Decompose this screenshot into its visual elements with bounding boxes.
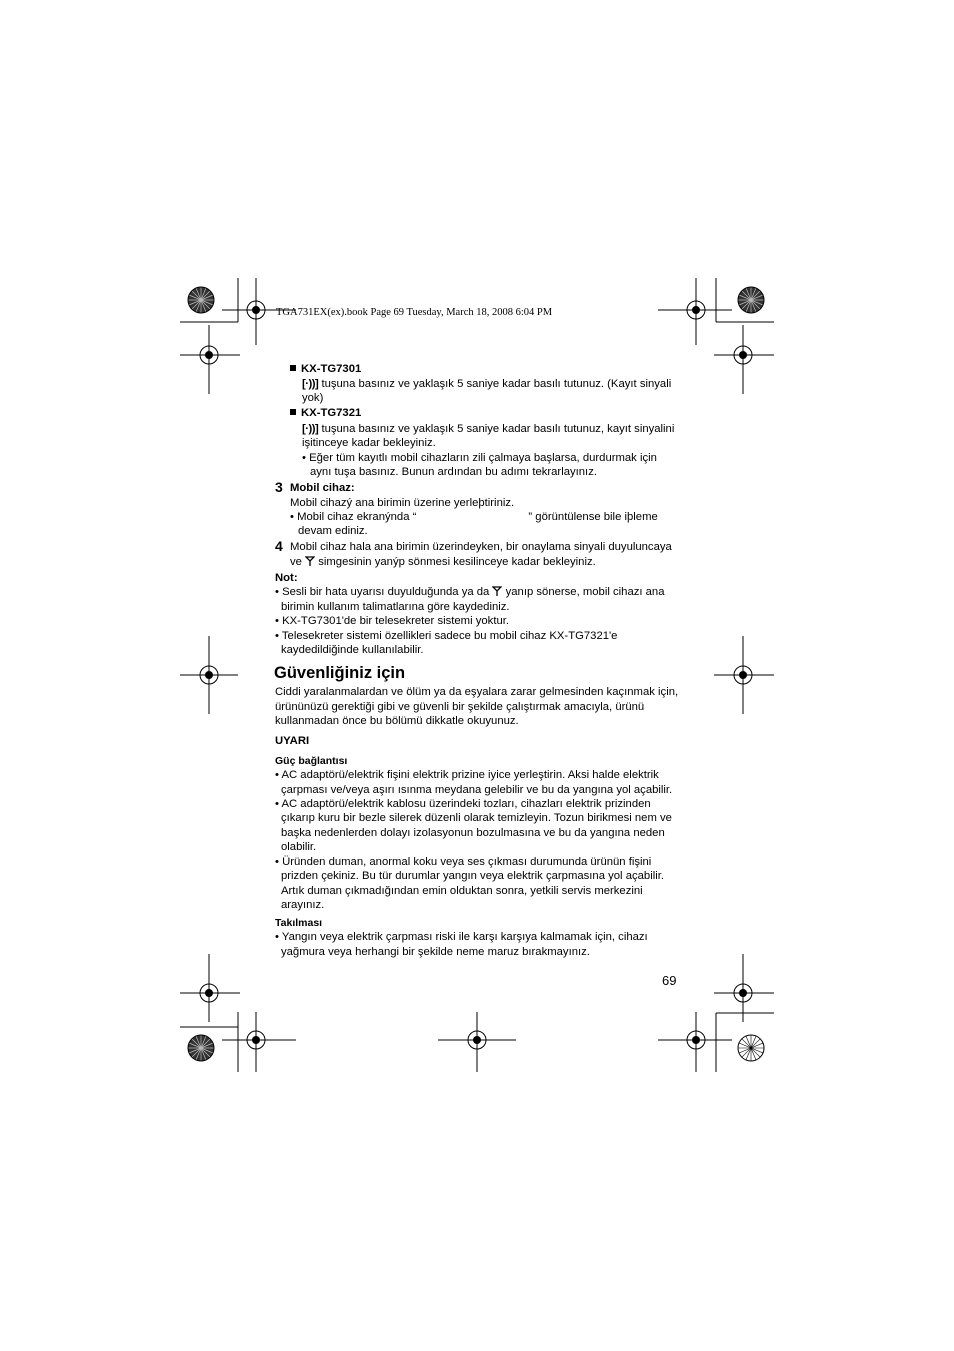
antenna-icon <box>305 556 315 566</box>
kx-tg7321-line1: [·))] tuşuna basınız ve yaklaşık 5 saniye kadar basılı tutunuz, kayıt sinyalini <box>302 423 675 435</box>
note-bullet-1: • Sesli bir hata uyarısı duyulduğunda ya da yanıp sönerse, mobil cihazı ana <box>275 586 665 598</box>
kx-tg7321-bullet-cont: aynı tuşa basınız. Bunun ardından bu adımı tekrarlayınız. <box>310 466 597 478</box>
kx-tg7301-heading: KX-TG7301 <box>290 362 361 377</box>
kx-tg7321-line2: işitinceye kadar bekleyiniz. <box>302 437 436 449</box>
starburst-target-icon <box>188 1035 214 1061</box>
note-bullet-2: • KX-TG7301'de bir telesekreter sistemi yoktur. <box>275 615 510 627</box>
step-4-number: 4 <box>275 538 283 554</box>
install-bullet-1-cont: yağmura veya herhangi bir şekilde neme maruz bırakmayınız. <box>281 946 590 958</box>
file-header: TGA731EX(ex).book Page 69 Tuesday, March 18, 2008 6:04 PM <box>276 307 553 318</box>
square-bullet-icon <box>290 365 296 371</box>
step-3-title: Mobil cihaz: <box>290 482 355 494</box>
step-4-line1: Mobil cihaz hala ana birimin üzerindeyken, bir onaylama sinyali duyuluncaya <box>290 541 672 553</box>
kx-tg7301-line2: yok) <box>302 392 324 404</box>
starburst-target-icon <box>738 287 764 313</box>
kx-tg7301-line1: [·))] tuşuna basınız ve yaklaşık 5 saniye kadar basılı tutunuz. (Kayıt sinyali <box>302 378 672 390</box>
kx-tg7321-heading: KX-TG7321 <box>290 406 361 421</box>
antenna-icon <box>492 586 502 596</box>
power-bullet-1: • AC adaptörü/elektrik fişini elektrik prizine iyice yerleştirin. Aksi halde elektrik <box>275 769 659 781</box>
locator-key-icon: [·))] <box>302 378 319 390</box>
square-bullet-icon <box>290 409 296 415</box>
note-bullet-3: • Telesekreter sistemi özellikleri sadece bu mobil cihaz KX-TG7321'e <box>275 630 618 642</box>
page-number: 69 <box>662 973 677 988</box>
power-bullet-2-cont-3: olabilir. <box>281 841 317 853</box>
safety-intro-3: kullanmadan önce bu bölümü dikkatle okuyunuz. <box>275 715 519 727</box>
power-bullet-1-cont: çarpması ve/veya aşırı ısınma meydana gelebilir ve bu da yangına yol açabilir. <box>281 784 673 796</box>
locator-key-icon: [·))] <box>302 423 319 435</box>
kx-tg7321-bullet: • Eğer tüm kayıtlı mobil cihazların zili çalmaya başlarsa, durdurmak için <box>302 452 657 464</box>
warning-label: UYARI <box>275 735 310 747</box>
installation-title: Takılması <box>275 917 323 929</box>
step-3-bullet-cont: devam ediniz. <box>298 525 368 537</box>
power-bullet-2-cont-2: başka nedenlerden dolayı izolasyonun bozulmasına ve bu da yangına neden <box>281 827 665 839</box>
power-bullet-3-cont-1: prizden çekiniz. Bu tür durumlar yangın veya elektrik çarpmasına yol açabilir. <box>281 870 665 882</box>
note-bullet-1-cont: birimin kullanım talimatlarına göre kaydediniz. <box>281 601 510 613</box>
step-3-number: 3 <box>275 479 283 495</box>
power-bullet-2: • AC adaptörü/elektrik kablosu üzerindeki tozları, cihazları elektrik prizinden <box>275 798 651 810</box>
note-bullet-3-cont: kaydedildiğinde kullanılabilir. <box>281 644 424 656</box>
power-bullet-3: • Üründen duman, anormal koku veya ses çıkması durumunda ürünün fişini <box>275 856 652 868</box>
power-connection-title: Güç bağlantısı <box>275 755 348 767</box>
step-3-bullet: • Mobil cihaz ekranýnda “ ” görüntülense bile iþleme <box>290 511 658 523</box>
starburst-target-icon <box>738 1035 764 1061</box>
step-3-line1: Mobil cihazý ana birimin üzerine yerleþtiriniz. <box>290 497 515 509</box>
note-title: Not: <box>275 572 298 584</box>
safety-intro-2: ürününüzü gerektiği gibi ve güvenli bir şekilde çalıştırmak amacıyla, ürünü <box>275 701 645 713</box>
step-4-line2: ve simgesinin yanýp sönmesi kesilinceye kadar bekleyiniz. <box>290 556 596 568</box>
power-bullet-3-cont-3: arayınız. <box>281 899 325 911</box>
power-bullet-3-cont-2: Artık duman çıkmadığından emin olduktan sonra, yetkili servis merkezini <box>281 885 643 897</box>
install-bullet-1: • Yangın veya elektrik çarpması riski ile karşı karşıya kalmamak için, cihazı <box>275 931 648 943</box>
starburst-target-icon <box>188 287 214 313</box>
section-heading: Güvenliğiniz için <box>274 664 406 682</box>
power-bullet-2-cont-1: çıkarıp kuru bir bezle silerek düzenli olarak temizleyin. Tozun birikmesi nem ve <box>281 812 672 824</box>
safety-intro-1: Ciddi yaralanmalardan ve ölüm ya da eşyalara zarar gelmesinden kaçınmak için, <box>275 686 679 698</box>
